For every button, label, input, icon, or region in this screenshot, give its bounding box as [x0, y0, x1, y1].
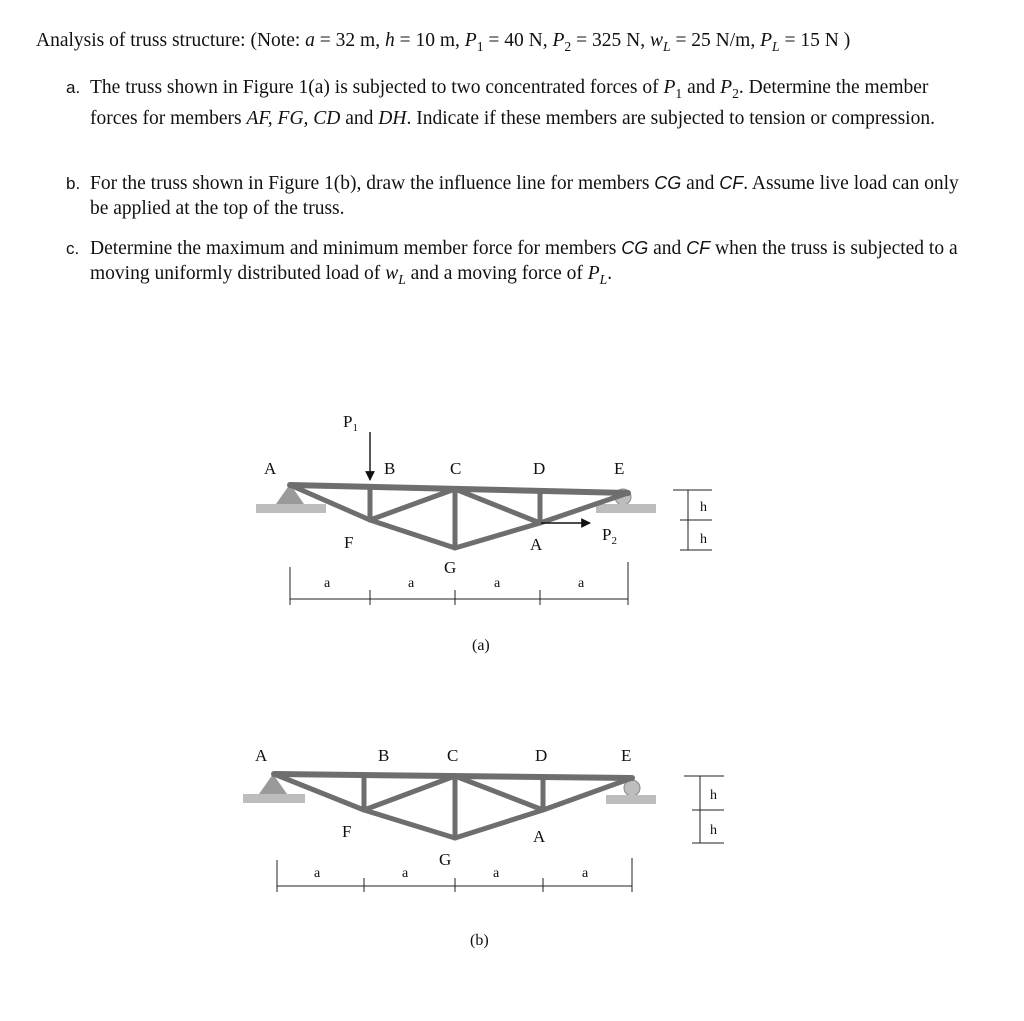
- figure-1b: [0, 730, 1024, 960]
- node-a-label: A: [255, 746, 268, 765]
- member-ga: [455, 810, 543, 838]
- qc-member-cf: CF: [686, 238, 711, 258]
- qc-wl: w: [385, 263, 399, 284]
- val-h: = 10 m,: [394, 30, 465, 51]
- node-f-label: F: [342, 822, 352, 841]
- question-b-text: [90, 171, 966, 221]
- var-wl: w: [649, 30, 663, 51]
- var-p2: P: [552, 30, 565, 51]
- dim-a4: a: [582, 866, 589, 881]
- dim-a3: a: [494, 576, 501, 591]
- val-pl: = 15 N ): [779, 30, 851, 51]
- var-pl-sub: L: [772, 38, 780, 54]
- qa-t2: and: [682, 77, 721, 98]
- member-fg: [364, 810, 455, 838]
- qb-member-cf: CF: [719, 173, 744, 193]
- qc-pl: P: [587, 263, 600, 284]
- node-c-label: C: [447, 746, 459, 765]
- qa-p2: P: [720, 77, 733, 98]
- dim-h2: h: [710, 823, 717, 838]
- dim-h2: h: [700, 532, 707, 547]
- var-p2-sub: 2: [564, 38, 572, 54]
- qc-member-cg: CG: [621, 238, 649, 258]
- figure-b-caption: (b): [470, 932, 489, 949]
- dim-a1: a: [314, 866, 321, 881]
- dim-a2: a: [408, 576, 415, 591]
- question-a: [66, 75, 966, 131]
- qc-wl-sub: L: [398, 271, 406, 287]
- qa-t1: The truss shown in Figure 1(a) is subjected to two concentrated forces of: [90, 77, 664, 98]
- qa-members-1: AF, FG, CD: [246, 107, 341, 129]
- node-c-label: C: [450, 459, 462, 478]
- val-p1: = 40 N,: [483, 30, 553, 51]
- qc-pl-sub: L: [599, 271, 608, 287]
- question-a-marker: a.: [66, 78, 81, 97]
- dim-a3: a: [493, 866, 500, 881]
- figure-1a: [0, 400, 1024, 670]
- load-p1-label: $P_1$: [343, 412, 358, 434]
- member-fg: [370, 520, 455, 548]
- dim-h1: h: [710, 788, 717, 803]
- question-c-text: [90, 236, 966, 292]
- qa-t3: . Determine the member forces for members: [90, 77, 929, 129]
- node-b-label: B: [378, 746, 390, 765]
- qa-members-2: DH: [378, 107, 407, 129]
- qb-t1: For the truss shown in Figure 1(b), draw the influence line for members: [90, 173, 655, 194]
- dim-a4: a: [578, 576, 585, 591]
- qb-t3: . Assume live load can only be applied at the top of the truss.: [90, 173, 959, 219]
- node-e-label: E: [614, 459, 625, 478]
- member-cf: [364, 776, 455, 810]
- var-a: a: [305, 30, 315, 51]
- pin-support-a: [243, 774, 305, 803]
- node-a2-label: A: [533, 827, 546, 846]
- qb-t2: and: [681, 173, 720, 194]
- figure-a-caption: (a): [472, 637, 490, 654]
- question-b: [66, 171, 966, 221]
- val-wl: = 25 N/m,: [670, 30, 761, 51]
- dim-h1: h: [700, 500, 707, 515]
- qa-t4: and: [340, 107, 379, 129]
- node-d-label: D: [535, 746, 548, 765]
- var-p1: P: [464, 30, 477, 51]
- qc-t5: .: [607, 263, 613, 284]
- dim-a2: a: [402, 866, 409, 881]
- val-a: = 32 m,: [314, 30, 385, 51]
- qa-p2-sub: 2: [732, 85, 739, 101]
- qa-p1: P: [663, 77, 676, 98]
- qa-t5: . Indicate if these members are subjected to tension or compression.: [406, 107, 935, 129]
- qc-t4: and a moving force of: [405, 263, 588, 284]
- qc-t1: Determine the maximum and minimum member force for members: [90, 238, 622, 259]
- member-ae: [543, 778, 632, 810]
- load-p2-label: $P_2$: [602, 525, 617, 547]
- member-cf: [370, 489, 455, 520]
- var-p1-sub: 1: [476, 38, 484, 54]
- intro-lead: Analysis of truss structure: (Note:: [36, 30, 306, 51]
- member-af: [274, 774, 364, 810]
- question-a-text: [90, 75, 966, 131]
- qc-t3: when the truss is subjected to a moving uniformly distributed load of: [90, 238, 958, 284]
- qc-t2: and: [648, 238, 687, 259]
- node-g-label: G: [439, 850, 452, 869]
- qa-p1-sub: 1: [675, 85, 683, 101]
- var-h: h: [384, 30, 395, 51]
- qb-member-cg: CG: [654, 173, 682, 193]
- var-wl-sub: L: [662, 38, 671, 54]
- dim-a1: a: [324, 576, 331, 591]
- node-g-label: G: [444, 558, 457, 577]
- var-pl: P: [760, 30, 773, 51]
- node-f-label: F: [344, 533, 354, 552]
- member-ga: [455, 523, 540, 548]
- question-c: [66, 236, 966, 292]
- node-a2-label: A: [530, 535, 543, 554]
- node-b-label: B: [384, 459, 396, 478]
- dimension-h-col: [684, 776, 724, 843]
- node-d-label: D: [533, 459, 546, 478]
- question-c-marker: c.: [66, 239, 80, 258]
- member-ca: [455, 776, 543, 810]
- dimension-a-row: [277, 858, 632, 892]
- node-e-label: E: [621, 746, 632, 765]
- question-b-marker: b.: [66, 174, 81, 193]
- node-a-label: A: [264, 459, 277, 478]
- val-p2: = 325 N,: [571, 30, 650, 51]
- problem-intro: [36, 30, 850, 55]
- member-ca: [455, 489, 540, 523]
